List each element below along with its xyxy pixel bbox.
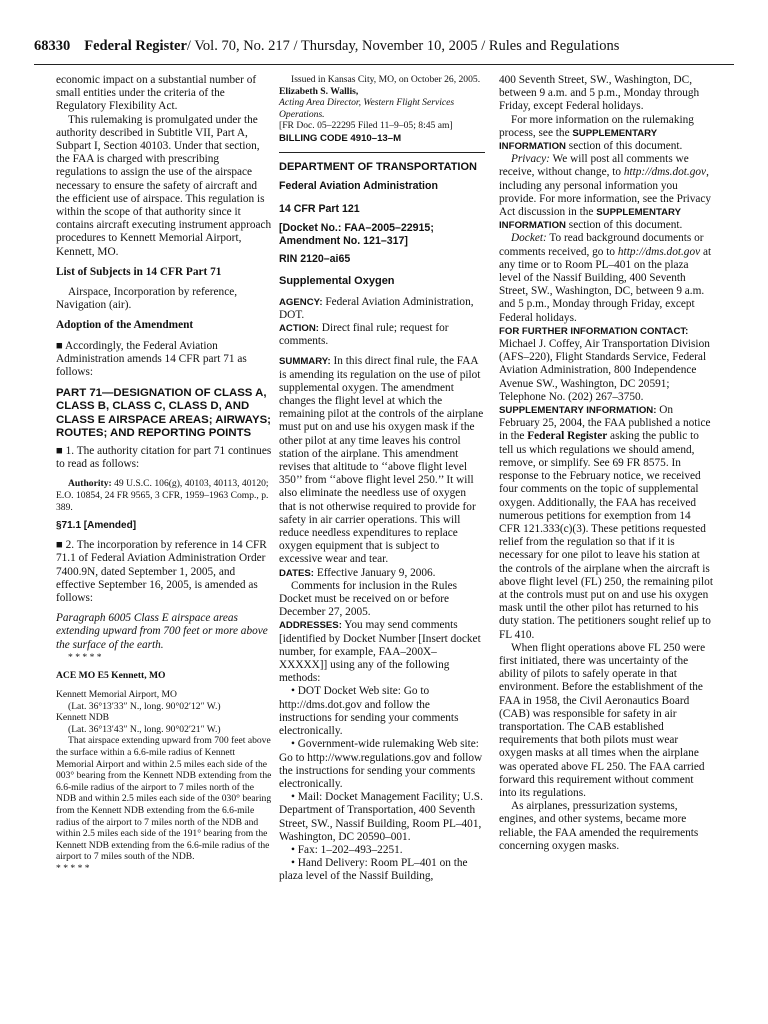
dates-more: Comments for inclusion in the Rules Docket must be received on or before December 27, 2005. bbox=[279, 579, 457, 619]
action-value: Direct final rule; request for comments. bbox=[279, 322, 449, 348]
divider bbox=[279, 152, 485, 153]
running-header bbox=[34, 38, 734, 55]
federal-register-ref: Federal Register bbox=[527, 430, 608, 443]
docket-number: [Docket No.: FAA–2005–22915; Amendment No. 121–317] bbox=[279, 221, 434, 247]
location-1-coords: (Lat. 36°13′33″ N., long. 90°02′12″ W.) bbox=[68, 700, 221, 712]
stars-separator: * * * * * bbox=[68, 651, 102, 663]
airspace-description: That airspace extending upward from 700 feet above the surface within a 6.6-mile radius of Kennett Memorial Airport and within 2.5 miles each side of the 003° bearing from the Kennett NDB extending from the 6.6-mile radius of the airport to 7 miles north of the NDB and within 2.5 miles each side of the 030° bearing from the Kennett NDB extending from the 6.6-mile radius of the airport to 7 miles north of the NDB and within 2.5 miles each side of the 191° bearing from the Kennett NDB extending from the 6.6-mile radius of the airport to 7 miles south of the NDB. bbox=[56, 735, 272, 863]
addresses-label: ADDRESSES: bbox=[279, 620, 342, 632]
contact-text: Michael J. Coffey, Air Transportation Division (AFS–220), Flight Standards Service, Federal Aviation Administration, 800 Independence Avenue SW., Washington, DC 20591; Telephone No. (202) 267–3750. bbox=[499, 338, 710, 403]
docket-text: at any time or to Room PL–401 on the plaza level of the Nassif Building, 400 Seventh Street, SW., Washington, DC, between 9 a.m. and 5 p.m., Monday through Friday, except Federal holidays. bbox=[499, 245, 712, 324]
dates-label: DATES: bbox=[279, 567, 314, 579]
agency-field bbox=[279, 296, 485, 322]
paragraph: 400 Seventh Street, SW., Washington, DC, between 9 a.m. and 5 p.m., Monday through Friday, except Federal holidays. bbox=[499, 74, 700, 113]
authority-text: 49 U.S.C. 106(g), 40103, 40113, 40120; E.O. 10854, 24 FR 9565, 3 CFR, 1959–1963 Comp., p. 389. bbox=[56, 478, 269, 513]
docket-link[interactable]: http://dms.dot.gov bbox=[617, 245, 701, 258]
more-info-text: For more information on the rulemaking process, see the bbox=[499, 113, 694, 139]
location-2-coords: (Lat. 36°13′43″ N., long. 90°02′21″ W.) bbox=[68, 723, 221, 735]
paragraph: As airplanes, pressurization systems, engines, and other systems, became more reliable, the FAA amended the requirements concerning oxygen masks. bbox=[499, 800, 699, 852]
action-label: ACTION: bbox=[279, 323, 319, 334]
rule-title: Supplemental Oxygen bbox=[279, 275, 395, 288]
privacy-text: section of this document. bbox=[565, 219, 683, 232]
paragraph: When flight operations above FL 250 were first initiated, there was uncertainty of the ability of pilots to safely operate in that environment. Before the establishment of the FAA in 1958, the Civil Aeronautics Board (CAB) was responsible for safety in air transportation. The CAB established requirements that both pilots must wear oxygen masks at all times when the airplane was operated above FL 250. The FAA carried forward this requirement without comment into its regulations. bbox=[499, 641, 706, 799]
department-name: DEPARTMENT OF TRANSPORTATION bbox=[279, 161, 477, 174]
subjects-text: Airspace, Incorporation by reference, Navigation (air). bbox=[56, 286, 238, 312]
agency-name: Federal Aviation Administration bbox=[279, 180, 438, 193]
action-field bbox=[279, 322, 485, 348]
docket-paragraph bbox=[499, 232, 713, 324]
supp-info-ref: SUPPLEMENTARY INFORMATION bbox=[499, 127, 657, 153]
supp-info-ref: SUPPLEMENTARY INFORMATION bbox=[499, 207, 681, 232]
method-mail: • Mail: Docket Management Facility; U.S. Department of Transportation, 400 Seventh Street, SW., Nassif Building, Room PL–401, Washington, DC 20590–001. bbox=[279, 791, 483, 843]
fr-doc-line: [FR Doc. 05–22295 Filed 11–9–05; 8:45 am] bbox=[279, 120, 453, 132]
method-regulations-gov: • Government-wide rulemaking Web site: Go to http://www.regulations.gov and follow the instructions for sending your comments electronically. bbox=[279, 738, 483, 790]
dates-value: Effective January 9, 2006. bbox=[314, 566, 436, 579]
supplementary-paragraph bbox=[499, 404, 713, 642]
part-heading: PART 71—DESIGNATION OF CLASS A, CLASS B, CLASS C, CLASS D, AND CLASS E AIRSPACE AREAS; AIRWAYS; ROUTES; AND REPORTING POINTS bbox=[56, 387, 271, 439]
privacy-label: Privacy: bbox=[511, 153, 550, 166]
list-of-subjects-heading: List of Subjects in 14 CFR Part 71 bbox=[56, 265, 222, 278]
stars-separator: * * * * * bbox=[56, 862, 90, 874]
adoption-heading: Adoption of the Amendment bbox=[56, 319, 194, 332]
amendment-text: ■ 2. The incorporation by reference in 14 CFR 71.1 of Federal Aviation Administration Order 7400.9N, dated September 1, 2005, and effective September 16, 2005, is amended as follows: bbox=[56, 539, 267, 605]
privacy-text: , including any personal information you provide. For more information, see the Privacy Act discussion in the bbox=[499, 166, 712, 219]
cfr-part: 14 CFR Part 121 bbox=[279, 202, 360, 215]
contact-label: FOR FURTHER INFORMATION CONTACT: bbox=[499, 325, 689, 337]
column-3 bbox=[499, 74, 713, 853]
location-1: Kennett Memorial Airport, MO bbox=[56, 689, 177, 701]
issue-info: / Vol. 70, No. 217 / Thursday, November 10, 2005 / Rules and Regulations bbox=[186, 38, 620, 54]
issued-line: Issued in Kansas City, MO, on October 26, 2005. bbox=[291, 74, 481, 85]
addresses-text: You may send comments [identified by Docket Number [Insert docket number, for example, FAA–200X–XXXXX]] using any of the following methods: bbox=[279, 619, 481, 685]
adoption-text: ■ Accordingly, the Federal Aviation Administration amends 14 CFR part 71 as follows: bbox=[56, 339, 247, 379]
authority-intro: ■ 1. The authority citation for part 71 continues to read as follows: bbox=[56, 445, 272, 471]
agency-label: AGENCY: bbox=[279, 296, 323, 308]
privacy-paragraph bbox=[499, 153, 713, 232]
addresses-field bbox=[279, 619, 485, 685]
signer-title: Acting Area Director, Western Flight Services Operations. bbox=[279, 97, 455, 120]
paragraph: This rulemaking is promulgated under the authority described in Subtitle VII, Part A, Subpart I, Section 40103. Under that section, the FAA is charged with prescribing regulations to assign the use of the airspace necessary to ensure the safety of aircraft and the efficient use of airspace. This regulation is within the scope of that authority since it contains aircraft executing instrument approach procedures to Kennett Memorial Airport, Kennett, MO. bbox=[56, 113, 272, 258]
summary-field bbox=[279, 355, 485, 566]
supplementary-text: On February 25, 2004, the FAA published a notice in the bbox=[499, 404, 711, 443]
section-heading: §71.1 [Amended] bbox=[56, 520, 137, 532]
authority-label: Authority: bbox=[68, 478, 112, 490]
more-info-text: section of this document. bbox=[565, 140, 683, 153]
supplementary-label: SUPPLEMENTARY INFORMATION: bbox=[499, 405, 657, 417]
column-2 bbox=[279, 74, 485, 884]
ace-heading: ACE MO E5 Kennett, MO bbox=[56, 670, 166, 682]
dates-field bbox=[279, 567, 485, 580]
column-1 bbox=[56, 74, 272, 875]
signer-name: Elizabeth S. Wallis, bbox=[279, 85, 359, 97]
authority-citation bbox=[56, 478, 272, 513]
page-number: 68330 bbox=[34, 38, 71, 54]
docket-text: To read background documents or comments received, go to bbox=[499, 232, 704, 258]
docket-label: Docket: bbox=[511, 232, 547, 245]
paragraph-6005: Paragraph 6005 Class E airspace areas extending upward from 700 feet or more above the surface of the earth. bbox=[56, 612, 268, 651]
rin-number: RIN 2120–ai65 bbox=[279, 253, 351, 266]
method-hand-delivery: • Hand Delivery: Room PL–401 on the plaza level of the Nassif Building, bbox=[279, 857, 468, 883]
journal-name: Federal Register bbox=[84, 38, 187, 54]
summary-label: SUMMARY: bbox=[279, 356, 331, 368]
privacy-link[interactable]: http://dms.dot.gov bbox=[623, 166, 707, 179]
agency-value: Federal Aviation Administration, DOT. bbox=[279, 295, 474, 321]
header-rule bbox=[34, 64, 734, 65]
method-docket-web: • DOT Docket Web site: Go to http://dms.dot.gov and follow the instructions for sending your comments electronically. bbox=[279, 685, 459, 738]
paragraph: economic impact on a substantial number of small entities under the criteria of the Regulatory Flexibility Act. bbox=[56, 74, 257, 113]
privacy-text: We will post all comments we receive, without change, to bbox=[499, 153, 689, 179]
location-2: Kennett NDB bbox=[56, 712, 110, 724]
summary-text: In this direct final rule, the FAA is amending its regulation on the use of pilot supplemental oxygen. The amendment changes the flight level at which the remaining pilot at the controls of the airplane must put on and use his oxygen mask if the other pilot at any time leaves his control station of the airplane. This amendment revises that altitude to ‘‘above flight level 350’’ from ‘‘above flight level 250.’’ It will also eliminate the needless use of oxygen that is not otherwise required to provide for safety in air carrier operations. This will reduce needless expenditures to replace oxygen equipment that is subject to excessive wear and tear. bbox=[279, 355, 484, 566]
billing-code: BILLING CODE 4910–13–M bbox=[279, 132, 402, 144]
supplementary-text: asking the public to tell us which regulations we should amend, remove, or simplify. See 69 FR 8575. In response to the February notice, we received four comments on the topic of supplemental oxygen. Additionally, the FAA has received numerous petitions for exemption from 14 CFR 121.333(c)(3). These petitions requested relief from the regulation so that if it is necessary for one pilot to leave his station at the controls of the airplane when the aircraft is above flight level (FL) 250, the remaining pilot at the controls must put on and use his oxygen mask until the other pilot has returned to his duty station. The petitioners sought relief up to FL 410. bbox=[499, 430, 713, 641]
method-fax: • Fax: 1–202–493–2251. bbox=[291, 843, 403, 856]
more-info bbox=[499, 114, 713, 154]
